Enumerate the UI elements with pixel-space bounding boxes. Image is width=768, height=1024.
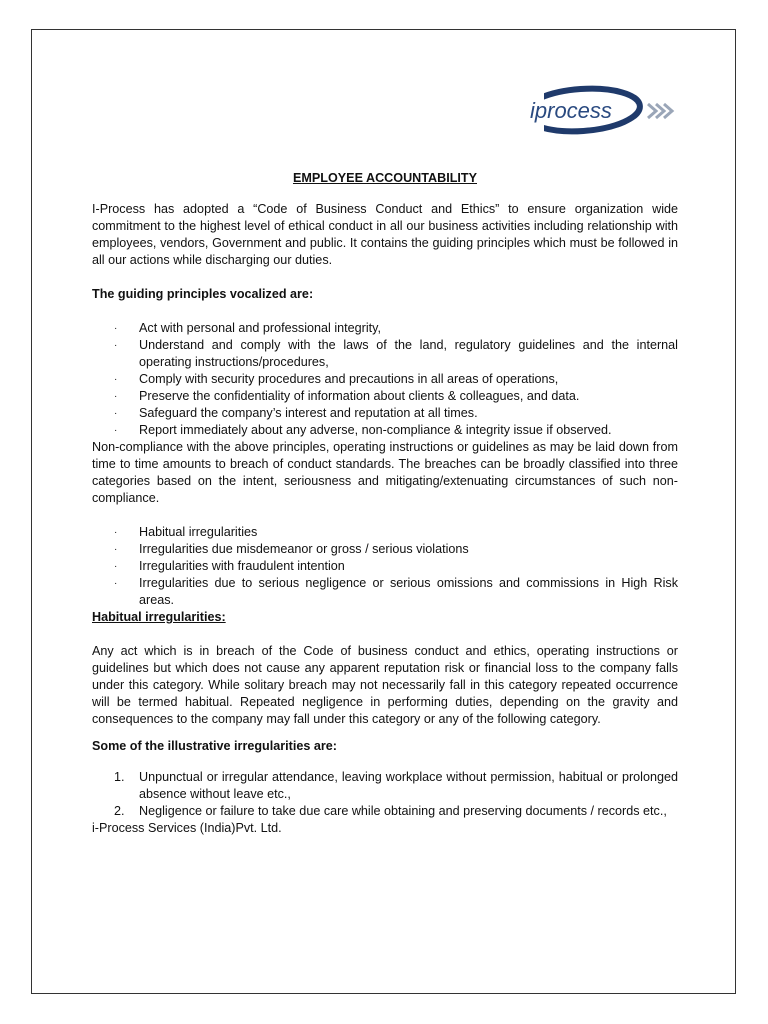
list-item-text: Safeguard the company’s interest and reputation at all times. — [139, 406, 478, 420]
list-item — [92, 541, 678, 558]
bullet-marker: · — [114, 391, 118, 402]
bullet-marker: · — [114, 323, 118, 334]
list-item-text: Preserve the confidentiality of information about clients & colleagues, and data. — [139, 389, 580, 403]
list-item — [92, 769, 678, 803]
habitual-heading: Habitual irregularities: — [92, 610, 226, 624]
bullet-marker: · — [114, 561, 118, 572]
categories-list — [92, 524, 678, 609]
list-item-text: Irregularities with fraudulent intention — [139, 559, 345, 573]
list-item-text: Negligence or failure to take due care while obtaining and preserving documents / records etc., — [139, 804, 667, 818]
list-item — [92, 320, 678, 337]
list-item — [92, 388, 678, 405]
list-item — [92, 524, 678, 541]
habitual-paragraph: Any act which is in breach of the Code of business conduct and ethics, operating instructions or guidelines but which does not cause any apparent reputation risk or financial loss to the company falls under this category. While solitary breach may not necessarily fall in this category repeated occurrence will be termed habitual. Repeated negligence in performing duties, depending on the gravity and consequences to the company may fall under this category or any of the following category. — [92, 644, 678, 726]
list-item-text: Report immediately about any adverse, non-compliance & integrity issue if observed. — [139, 423, 612, 437]
bullet-marker: · — [114, 340, 118, 351]
list-item — [92, 575, 678, 609]
bullet-marker: · — [114, 527, 118, 538]
list-item — [92, 422, 678, 439]
list-item-text: Habitual irregularities — [139, 525, 258, 539]
principles-heading: The guiding principles vocalized are: — [92, 287, 314, 301]
list-item — [92, 371, 678, 388]
document-body — [92, 170, 678, 837]
list-item-text: Comply with security procedures and precautions in all areas of operations, — [139, 372, 559, 386]
company-logo — [520, 82, 680, 142]
noncompliance-paragraph: Non-compliance with the above principles, operating instructions or guidelines as may be laid down from time to time amounts to breach of conduct standards. The breaches can be broadly classified into three categories based on the intent, seriousness and mitigating/extenuating circumstances of such non-compliance. — [92, 440, 678, 505]
intro-paragraph: I-Process has adopted a “Code of Business Conduct and Ethics” to ensure organization wide commitment to the highest level of ethical conduct in all our business activities including relationship with employees, vendors, Government and public. It contains the guiding principles which must be followed in all our actions while discharging our duties. — [92, 202, 678, 267]
principles-list — [92, 320, 678, 439]
list-item-text: Understand and comply with the laws of the land, regulatory guidelines and the internal operating instructions/procedures, — [139, 338, 678, 369]
footer-company-name: i-Process Services (India)Pvt. Ltd. — [92, 821, 282, 835]
iprocess-logo-icon — [520, 82, 680, 142]
document-title: EMPLOYEE ACCOUNTABILITY — [292, 171, 477, 185]
list-item — [92, 558, 678, 575]
list-number: 2. — [114, 804, 125, 818]
illustrative-heading: Some of the illustrative irregularities are: — [92, 739, 337, 753]
bullet-marker: · — [114, 374, 118, 385]
illustrative-list — [92, 769, 678, 820]
list-item — [92, 405, 678, 422]
bullet-marker: · — [114, 544, 118, 555]
list-item-text: Act with personal and professional integrity, — [139, 321, 381, 335]
bullet-marker: · — [114, 408, 118, 419]
list-item-text: Irregularities due to serious negligence or serious omissions and commissions in High Risk areas. — [139, 576, 678, 607]
list-number: 1. — [114, 770, 125, 784]
bullet-marker: · — [114, 578, 118, 589]
list-item — [92, 337, 678, 371]
logo-text: iprocess — [530, 98, 612, 123]
list-item-text: Unpunctual or irregular attendance, leaving workplace without permission, habitual or prolonged absence without leave etc., — [139, 770, 678, 801]
list-item — [92, 803, 678, 820]
bullet-marker: · — [114, 425, 118, 436]
list-item-text: Irregularities due misdemeanor or gross / serious violations — [139, 542, 469, 556]
